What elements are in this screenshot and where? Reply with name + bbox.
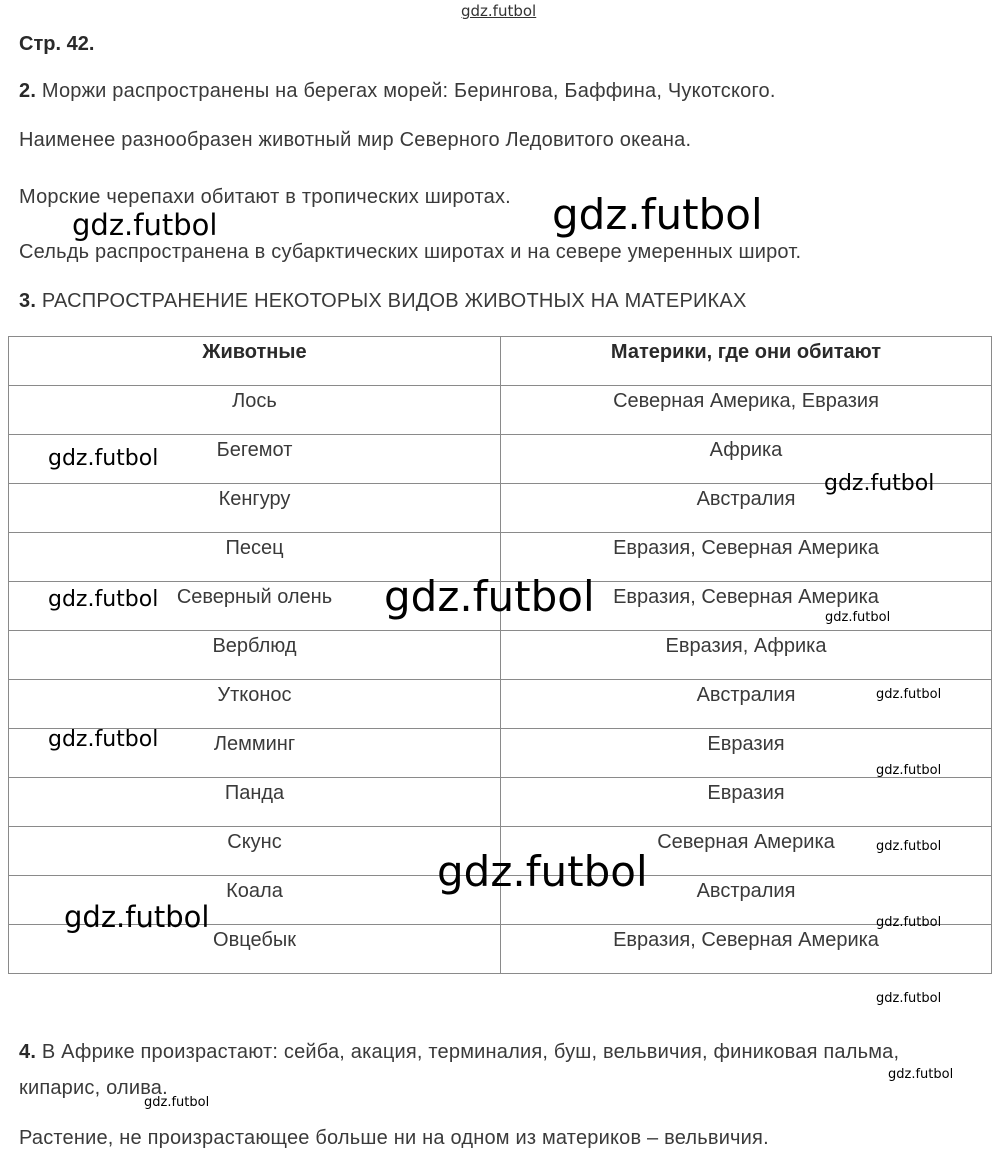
animal-cell: Овцебык — [9, 925, 501, 974]
continent-cell: Австралия — [501, 876, 992, 925]
animal-cell: Бегемот — [9, 435, 501, 484]
continent-cell: Северная Америка — [501, 827, 992, 876]
task-2-text: Моржи распространены на берегах морей: Берингова, Баффина, Чукотского. — [41, 80, 776, 102]
animal-cell: Верблюд — [9, 631, 501, 680]
watermark: gdz.futbol — [437, 847, 648, 896]
continent-cell: Евразия, Северная Америка — [501, 582, 992, 631]
animal-cell: Лемминг — [9, 729, 501, 778]
watermark: gdz.futbol — [48, 727, 159, 752]
continent-cell: Евразия, Африка — [501, 631, 992, 680]
task-2-line-1 — [19, 80, 776, 103]
animal-cell: Лось — [9, 386, 501, 435]
table-row — [9, 778, 992, 827]
task-4-text: В Африке произрастают: сейба, акация, терминалия, буш, вельвичия, финиковая пальма, — [41, 1041, 900, 1063]
continent-cell: Евразия, Северная Америка — [501, 925, 992, 974]
task-2-number: 2. — [19, 80, 37, 102]
continent-cell: Евразия — [501, 778, 992, 827]
watermark: gdz.futbol — [825, 610, 891, 625]
continent-cell: Австралия — [501, 484, 992, 533]
task-3-title: РАСПРОСТРАНЕНИЕ НЕКОТОРЫХ ВИДОВ ЖИВОТНЫХ НА МАТЕРИКАХ — [41, 290, 747, 312]
continent-cell: Евразия, Северная Америка — [501, 533, 992, 582]
task-2-line-3: Морские черепахи обитают в тропических широтах. — [19, 186, 511, 208]
watermark: gdz.futbol — [461, 2, 537, 20]
watermark: gdz.futbol — [876, 839, 942, 854]
watermark: gdz.futbol — [876, 915, 942, 930]
animal-cell: Утконос — [9, 680, 501, 729]
column-header-continents: Материки, где они обитают — [501, 337, 992, 386]
task-4-line-3: Растение, не произрастающее больше ни на одном из материков – вельвичия. — [19, 1127, 769, 1149]
watermark: gdz.futbol — [64, 900, 210, 934]
task-4-line-2: кипарис, олива. — [19, 1077, 168, 1099]
watermark: gdz.futbol — [876, 991, 942, 1006]
animal-cell: Скунс — [9, 827, 501, 876]
table-header-row — [9, 337, 992, 386]
continent-cell: Северная Америка, Евразия — [501, 386, 992, 435]
continent-cell: Африка — [501, 435, 992, 484]
page-reference: Стр. 42. — [19, 33, 95, 55]
watermark: gdz.futbol — [876, 687, 942, 702]
animal-cell: Коала — [9, 876, 501, 925]
task-3-title-line — [19, 290, 746, 313]
watermark: gdz.futbol — [552, 190, 763, 239]
watermark: gdz.futbol — [48, 446, 159, 471]
animal-cell: Песец — [9, 533, 501, 582]
task-4-number: 4. — [19, 1041, 37, 1063]
table-row — [9, 386, 992, 435]
watermark: gdz.futbol — [876, 763, 942, 778]
table-row — [9, 680, 992, 729]
watermark: gdz.futbol — [72, 208, 218, 242]
animal-cell: Северный олень — [9, 582, 501, 631]
task-2-line-4: Сельдь распространена в субарктических широтах и на севере умеренных широт. — [19, 241, 802, 263]
watermark: gdz.futbol — [48, 587, 159, 612]
watermark: gdz.futbol — [384, 572, 595, 621]
animal-cell: Панда — [9, 778, 501, 827]
task-4-line-1 — [19, 1041, 899, 1064]
animal-cell: Кенгуру — [9, 484, 501, 533]
table-row — [9, 631, 992, 680]
watermark: gdz.futbol — [888, 1067, 954, 1082]
task-3-number: 3. — [19, 290, 37, 312]
watermark: gdz.futbol — [824, 471, 935, 496]
continent-cell: Австралия — [501, 680, 992, 729]
continent-cell: Евразия — [501, 729, 992, 778]
column-header-animals: Животные — [9, 337, 501, 386]
task-2-line-2: Наименее разнообразен животный мир Северного Ледовитого океана. — [19, 129, 692, 151]
watermark: gdz.futbol — [144, 1095, 210, 1110]
